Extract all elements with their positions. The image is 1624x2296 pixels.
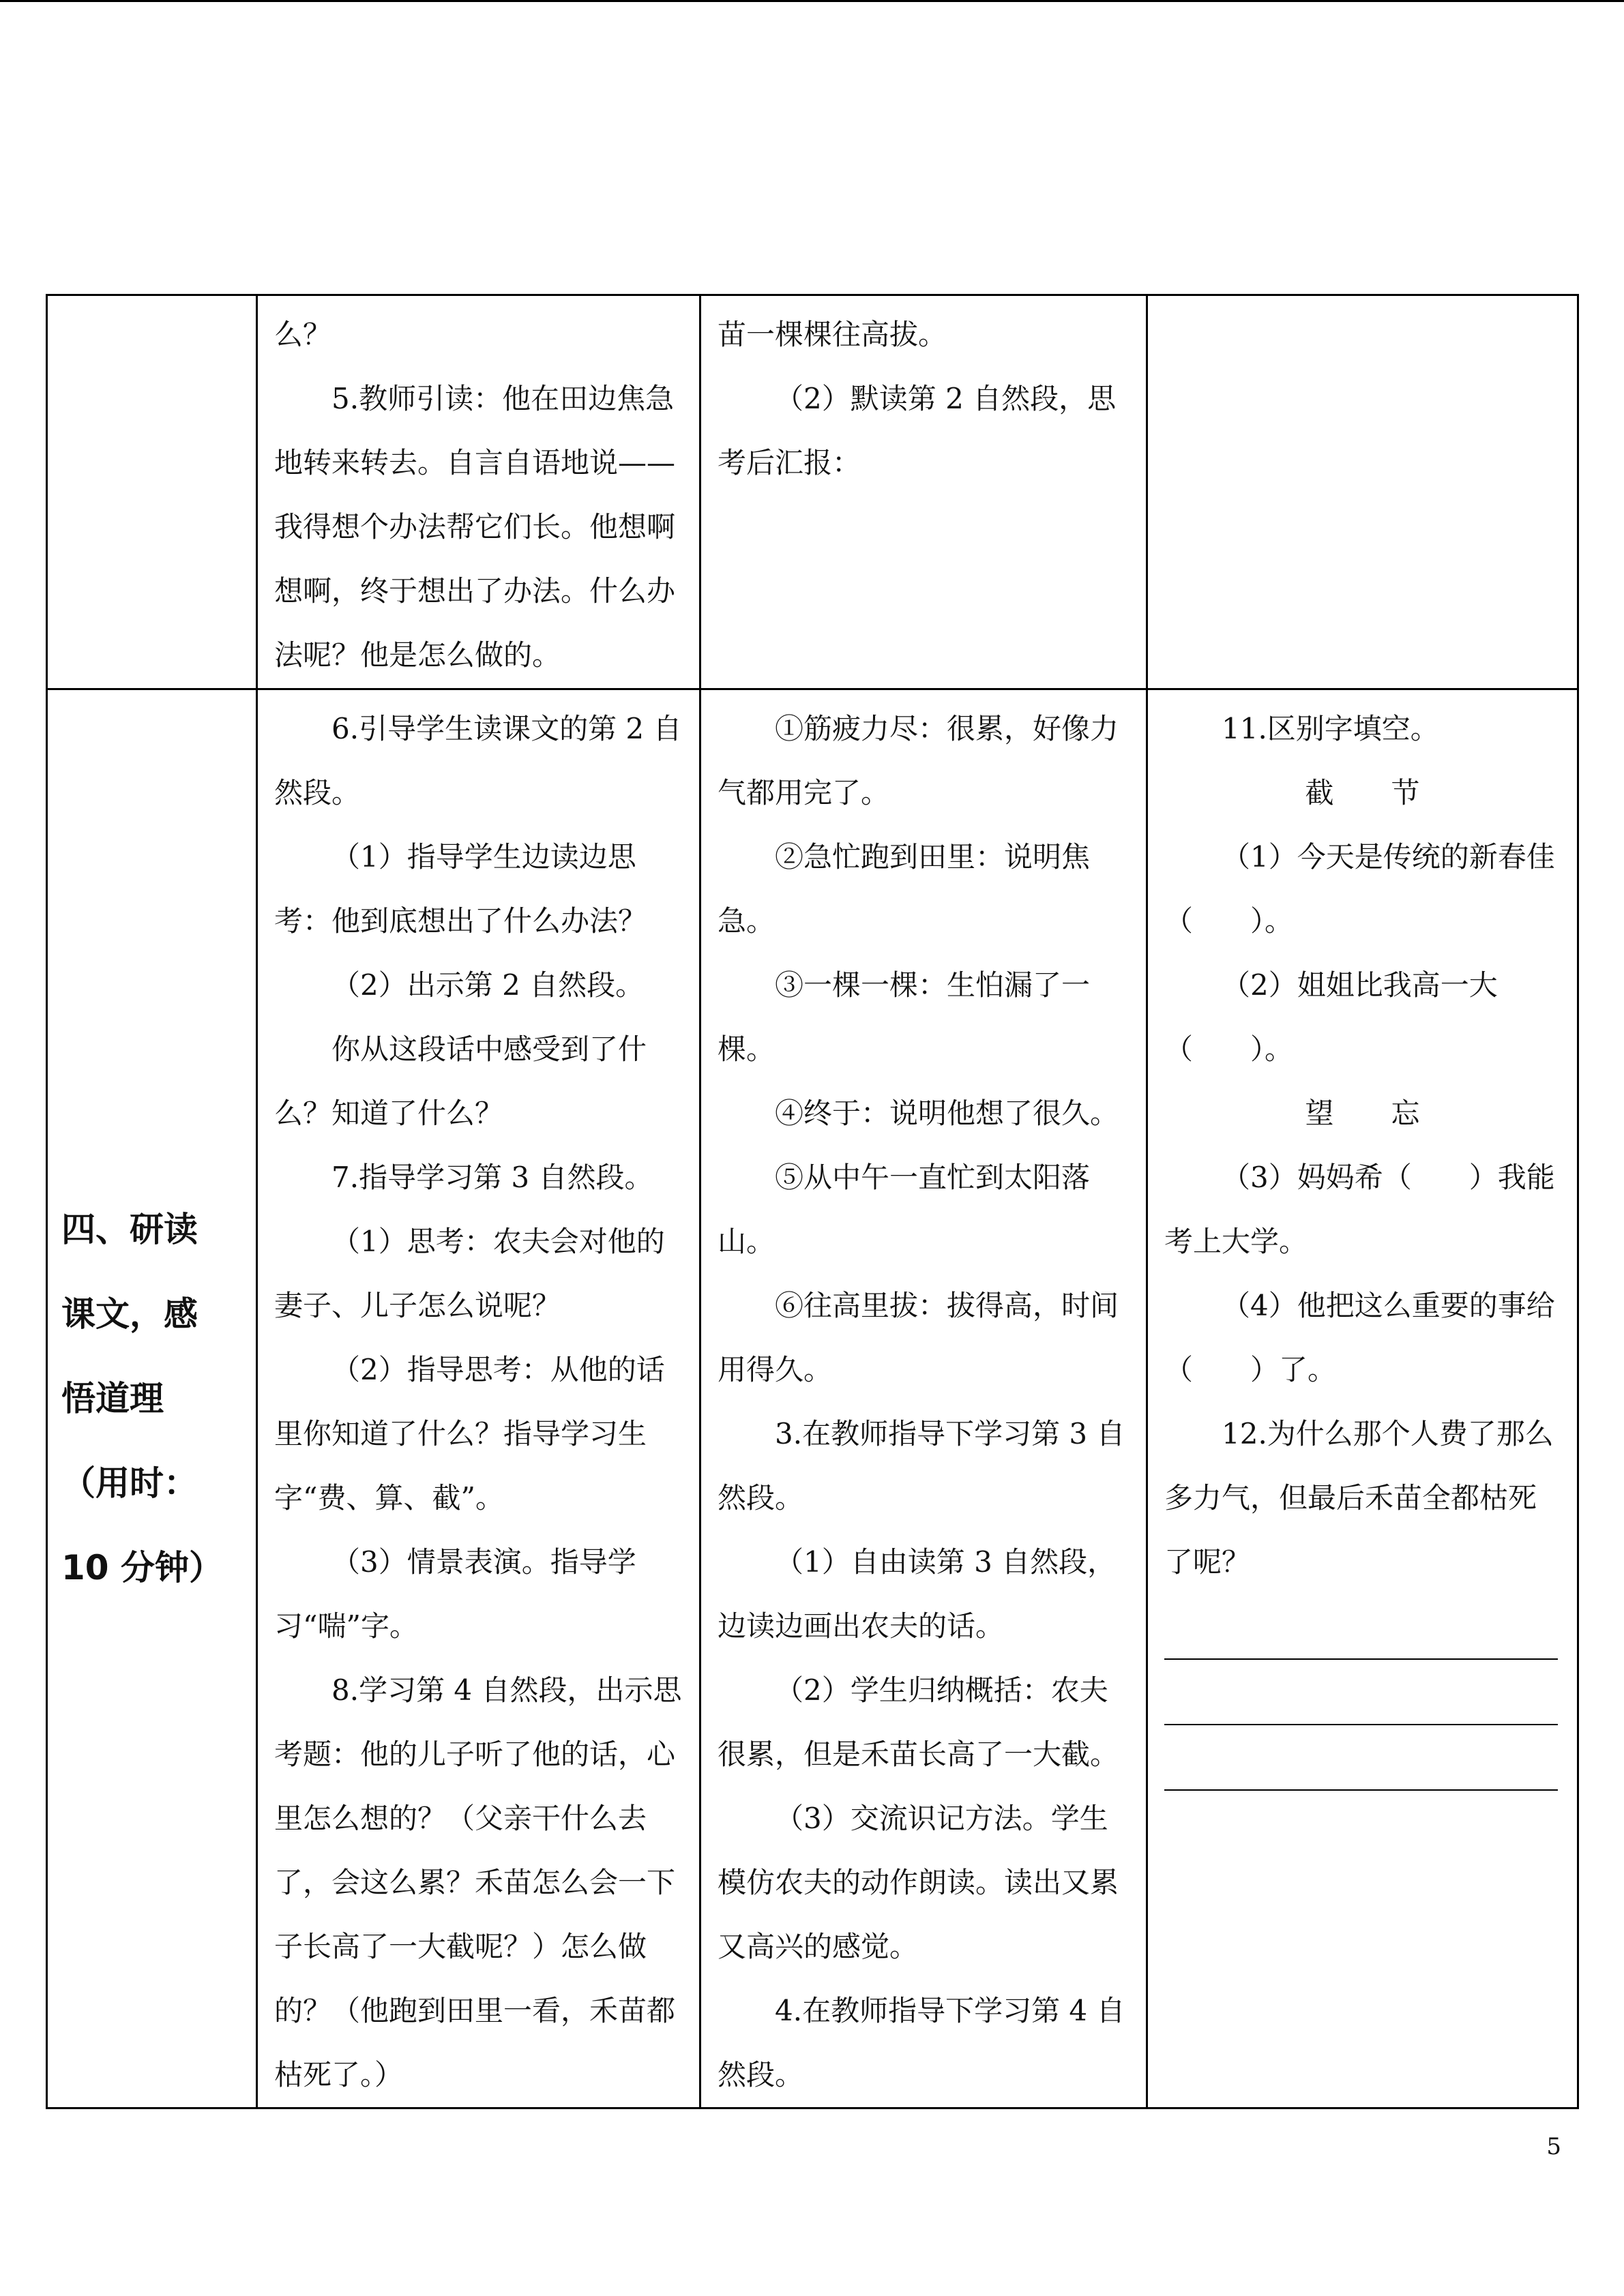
table-row <box>47 689 1578 2108</box>
student-text: ②急忙跑到田里：说明焦急。 <box>718 840 1091 938</box>
fill-blank-question: （4）他把这么重要的事给（ ）了。 <box>1164 1289 1555 1386</box>
stage-label-line: 课文，感 <box>61 1294 198 1334</box>
teacher-activity-cell <box>257 689 700 2108</box>
answer-line <box>1164 1594 1558 1660</box>
student-text: ①筋疲力尽：很累，好像力气都用完了。 <box>718 712 1119 809</box>
exercise-cell <box>1147 689 1578 2108</box>
stage-label <box>61 1187 242 1610</box>
fill-blank-question: （2）姐姐比我高一大（ ）。 <box>1164 968 1498 1066</box>
table-row <box>47 295 1578 689</box>
student-text: （3）交流识记方法。学生模仿农夫的动作朗读。读出又累又高兴的感觉。 <box>718 1802 1119 1963</box>
fill-blank-question: （3）妈妈希（ ）我能考上大学。 <box>1164 1161 1555 1258</box>
teacher-text: （1）指导学生边读边思考：他到底想出了什么办法？ <box>274 840 647 938</box>
exercise-cell-empty <box>1147 295 1578 689</box>
student-text: （2）学生归纳概括：农夫很累，但是禾苗长高了一大截。 <box>718 1673 1119 1771</box>
student-text: ⑤从中午一直忙到太阳落山。 <box>718 1161 1091 1258</box>
student-text: （2）默读第 2 自然段，思考后汇报： <box>718 382 1117 479</box>
student-text: 苗一棵棵往高拔。 <box>718 318 947 351</box>
lesson-plan-table <box>46 294 1579 2109</box>
stage-cell-empty <box>47 295 257 689</box>
student-text: ⑥往高里拔：拔得高，时间用得久。 <box>718 1289 1119 1386</box>
page-number: 5 <box>1546 2133 1561 2160</box>
stage-label-line: 悟道理 <box>61 1379 164 1418</box>
student-text: 3.在教师指导下学习第 3 自然段。 <box>718 1417 1125 1515</box>
stage-label-line: 四、研读 <box>61 1210 198 1249</box>
character-pair: 截 节 <box>1305 776 1420 809</box>
teacher-text: （2）指导思考：从他的话里你知道了什么？指导学习生字“费、算、截”。 <box>274 1353 665 1515</box>
answer-line <box>1164 1725 1558 1791</box>
teacher-text: 7.指导学习第 3 自然段。 <box>331 1161 653 1194</box>
student-text: 4.在教师指导下学习第 4 自然段。 <box>718 1994 1125 2091</box>
answer-line <box>1164 1660 1558 1725</box>
teacher-text: 5.教师引读：他在田边焦急地转来转去。自言自语地说——我得想个办法帮它们长。他想啊想啊，终于想出了办法。什么办法呢？他是怎么做的。 <box>274 382 676 672</box>
teacher-text: 6.引导学生读课文的第 2 自然段。 <box>274 712 682 809</box>
fill-blank-question: （1）今天是传统的新春佳（ ）。 <box>1164 840 1555 938</box>
teacher-activity-cell <box>257 295 700 689</box>
teacher-text: （1）思考：农夫会对他的妻子、儿子怎么说呢？ <box>274 1225 665 1322</box>
teacher-text: 么？ <box>274 318 332 351</box>
teacher-text: 8.学习第 4 自然段，出示思考题：他的儿子听了他的话，心里怎么想的？（父亲干什么去了，会这么累？禾苗怎么会一下子长高了一大截呢？）怎么做的？（他跑到田里一看，禾苗都枯死了。） <box>274 1673 682 2091</box>
open-question: 12.为什么那个人费了那么多力气，但最后禾苗全都枯死了呢？ <box>1164 1417 1554 1579</box>
student-activity-cell <box>700 689 1147 2108</box>
exercise-title: 11.区别字填空。 <box>1222 712 1439 745</box>
stage-cell <box>47 689 257 2108</box>
character-pair: 望 忘 <box>1305 1097 1420 1130</box>
teacher-text: （2）出示第 2 自然段。 <box>331 968 645 1002</box>
teacher-text: （3）情景表演。指导学习“喘”字。 <box>274 1545 636 1643</box>
stage-label-line: （用时： <box>61 1463 198 1503</box>
top-border-line <box>0 0 1624 2</box>
student-activity-cell <box>700 295 1147 689</box>
teacher-text: 你从这段话中感受到了什么？知道了什么？ <box>274 1032 647 1130</box>
student-text: ④终于：说明他想了很久。 <box>775 1097 1119 1130</box>
stage-label-line: 10 分钟） <box>61 1548 223 1587</box>
student-text: ③一棵一棵：生怕漏了一棵。 <box>718 968 1091 1066</box>
student-text: （1）自由读第 3 自然段，边读边画出农夫的话。 <box>718 1545 1117 1643</box>
